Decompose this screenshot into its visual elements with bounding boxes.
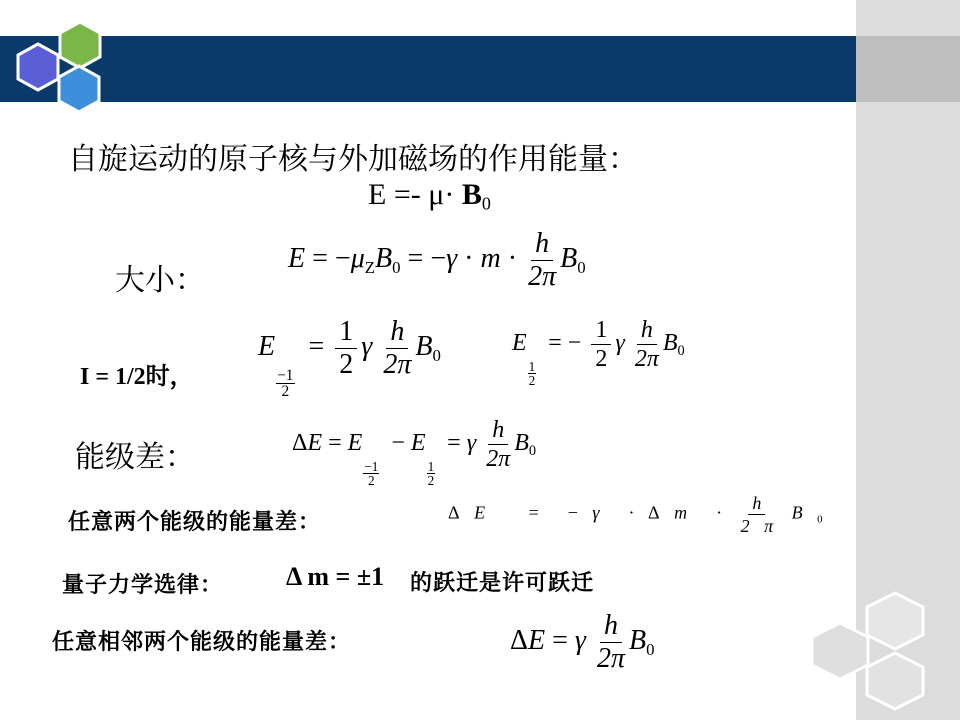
mu-symbol: μ· — [428, 178, 455, 211]
energy-minus-half-formula: E $\frac{-1}{2}$ = $\frac{1}{2}$ γ $\frac{h}{2\pi}$ $B_0$ — [258, 316, 441, 400]
title-text: 自旋运动的原子核与外加磁场的作用能量： — [68, 142, 638, 177]
adjacent-label: 任意相邻两个能级的能量差： — [52, 630, 352, 655]
selection-rule-text: 的跃迁是许可跃迁 — [410, 571, 595, 596]
selection-rule-formula: Δ m = ±1 — [286, 562, 385, 591]
adjacent-formula: ΔE = γ $\frac{h}{2\pi}$ $B_0$ — [510, 610, 655, 674]
hexagon-cluster-icon — [0, 0, 120, 120]
banner-grey-end — [856, 36, 960, 102]
energy-diff-formula: ΔE = E $\frac{-1}{2}$ − E $\frac{1}{2}$ = γ $\frac{h}{2\pi}$ $B_0$ — [292, 417, 537, 489]
b-subscript: 0 — [481, 193, 491, 214]
spin-label: I = 1/2时， — [80, 364, 194, 390]
any-two-label: 任意两个能级的能量差： — [68, 510, 322, 535]
energy-diff-label: 能级差： — [75, 440, 195, 475]
magnitude-label: 大小： — [115, 263, 205, 298]
selection-rule-label: 量子力学选律： — [62, 573, 224, 598]
title-banner — [0, 36, 856, 102]
formula-lhs: E =- — [368, 178, 421, 211]
vector-formula — [368, 178, 491, 214]
magnitude-formula: $E = -\mu_ZB_0 = -\gamma \cdot m$ · $\frac{h}{2\pi}$ $B_0$ — [288, 228, 586, 292]
grey-hexagon-decoration — [790, 585, 960, 720]
any-two-formula: Δ E = − γ · Δ m · $\frac{h}{2 \pi}$ B $_0$ — [448, 493, 823, 536]
b-symbol: B — [461, 178, 482, 211]
energy-plus-half-formula: E $\frac{1}{2}$ = − $\frac{1}{2}$ γ $\frac{h}{2\pi}$ $B_0$ — [512, 317, 685, 389]
